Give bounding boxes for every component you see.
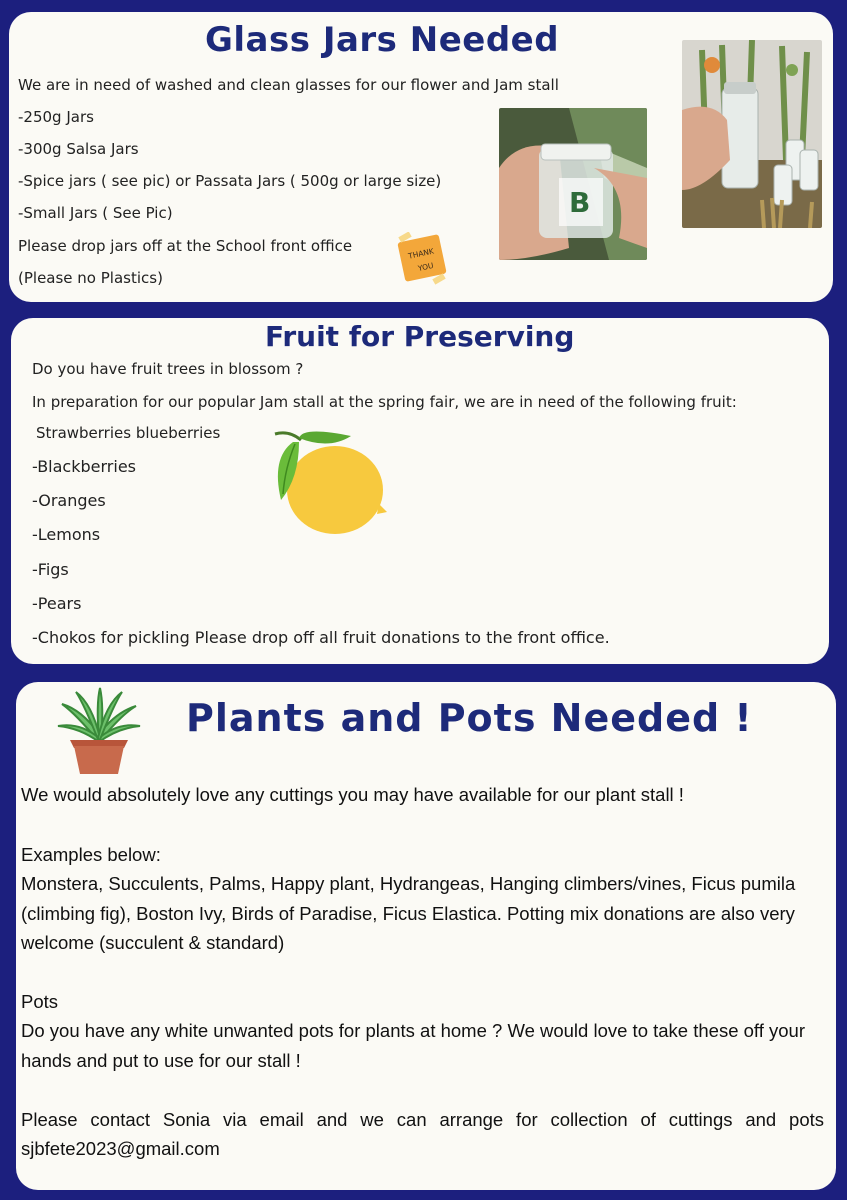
fruit-item: -Chokos for pickling Please drop off all fruit donations to the front office. bbox=[32, 628, 610, 647]
fruit-prep-text: In preparation for our popular Jam stall at the spring fair, we are in need of the following fruit: bbox=[32, 393, 737, 411]
pots-heading: Pots bbox=[21, 991, 59, 1012]
contact-text: Please contact Sonia via email and we can arrange for collection of cuttings and pots bbox=[21, 1109, 824, 1130]
fruit-item: -Figs bbox=[32, 560, 69, 579]
plants-intro: We would absolutely love any cuttings you may have available for our plant stall ! bbox=[21, 784, 684, 805]
contact-email[interactable]: sjbfete2023@gmail.com bbox=[21, 1138, 220, 1159]
lemon-icon bbox=[269, 428, 389, 540]
examples-heading: Examples below: bbox=[21, 844, 161, 865]
jar-item: -250g Jars bbox=[18, 108, 94, 126]
plants-section bbox=[16, 682, 836, 1190]
spice-jars-photo bbox=[682, 40, 822, 228]
jar-item: -Small Jars ( See Pic) bbox=[18, 204, 173, 222]
glass-jars-intro: We are in need of washed and clean glasses for our flower and Jam stall bbox=[18, 76, 559, 94]
fruit-item: Strawberries blueberries bbox=[36, 424, 221, 442]
jar-item: -Spice jars ( see pic) or Passata Jars ( 500g or large size) bbox=[18, 172, 442, 190]
fruit-section bbox=[11, 318, 829, 664]
fruit-item: -Oranges bbox=[32, 491, 106, 510]
jar-label-text: B bbox=[569, 186, 591, 219]
fruit-question: Do you have fruit trees in blossom ? bbox=[32, 360, 304, 378]
fruit-title: Fruit for Preserving bbox=[265, 320, 575, 353]
sticky-note-text: YOU bbox=[417, 260, 435, 273]
jar-item: -300g Salsa Jars bbox=[18, 140, 139, 158]
fruit-item: -Pears bbox=[32, 594, 82, 613]
fruit-item: -Lemons bbox=[32, 525, 101, 544]
glass-jars-dropoff: Please drop jars off at the School front office bbox=[18, 237, 353, 255]
plants-title: Plants and Pots Needed ! bbox=[186, 696, 753, 740]
examples-text: Monstera, Succulents, Palms, Happy plant, Hydrangeas, Hanging climbers/vines, Ficus pumila (climbing fig), Boston Ivy, Birds of Paradise, Ficus Elastica. Potting mix donations are also very welcome (succulent & standard) bbox=[21, 873, 796, 953]
glass-jars-section bbox=[9, 12, 833, 302]
jar-in-hand-photo bbox=[499, 108, 647, 260]
thank-you-sticky-note bbox=[393, 232, 451, 286]
glass-jars-title: Glass Jars Needed bbox=[205, 20, 560, 60]
glass-jars-note: (Please no Plastics) bbox=[18, 269, 163, 287]
pots-text: Do you have any white unwanted pots for plants at home ? We would love to take these off your hands and put to use for our stall ! bbox=[21, 1020, 805, 1071]
potted-plant-icon bbox=[56, 684, 142, 776]
sticky-note-text: THANK bbox=[407, 246, 435, 261]
fruit-item: -Blackberries bbox=[32, 457, 136, 476]
